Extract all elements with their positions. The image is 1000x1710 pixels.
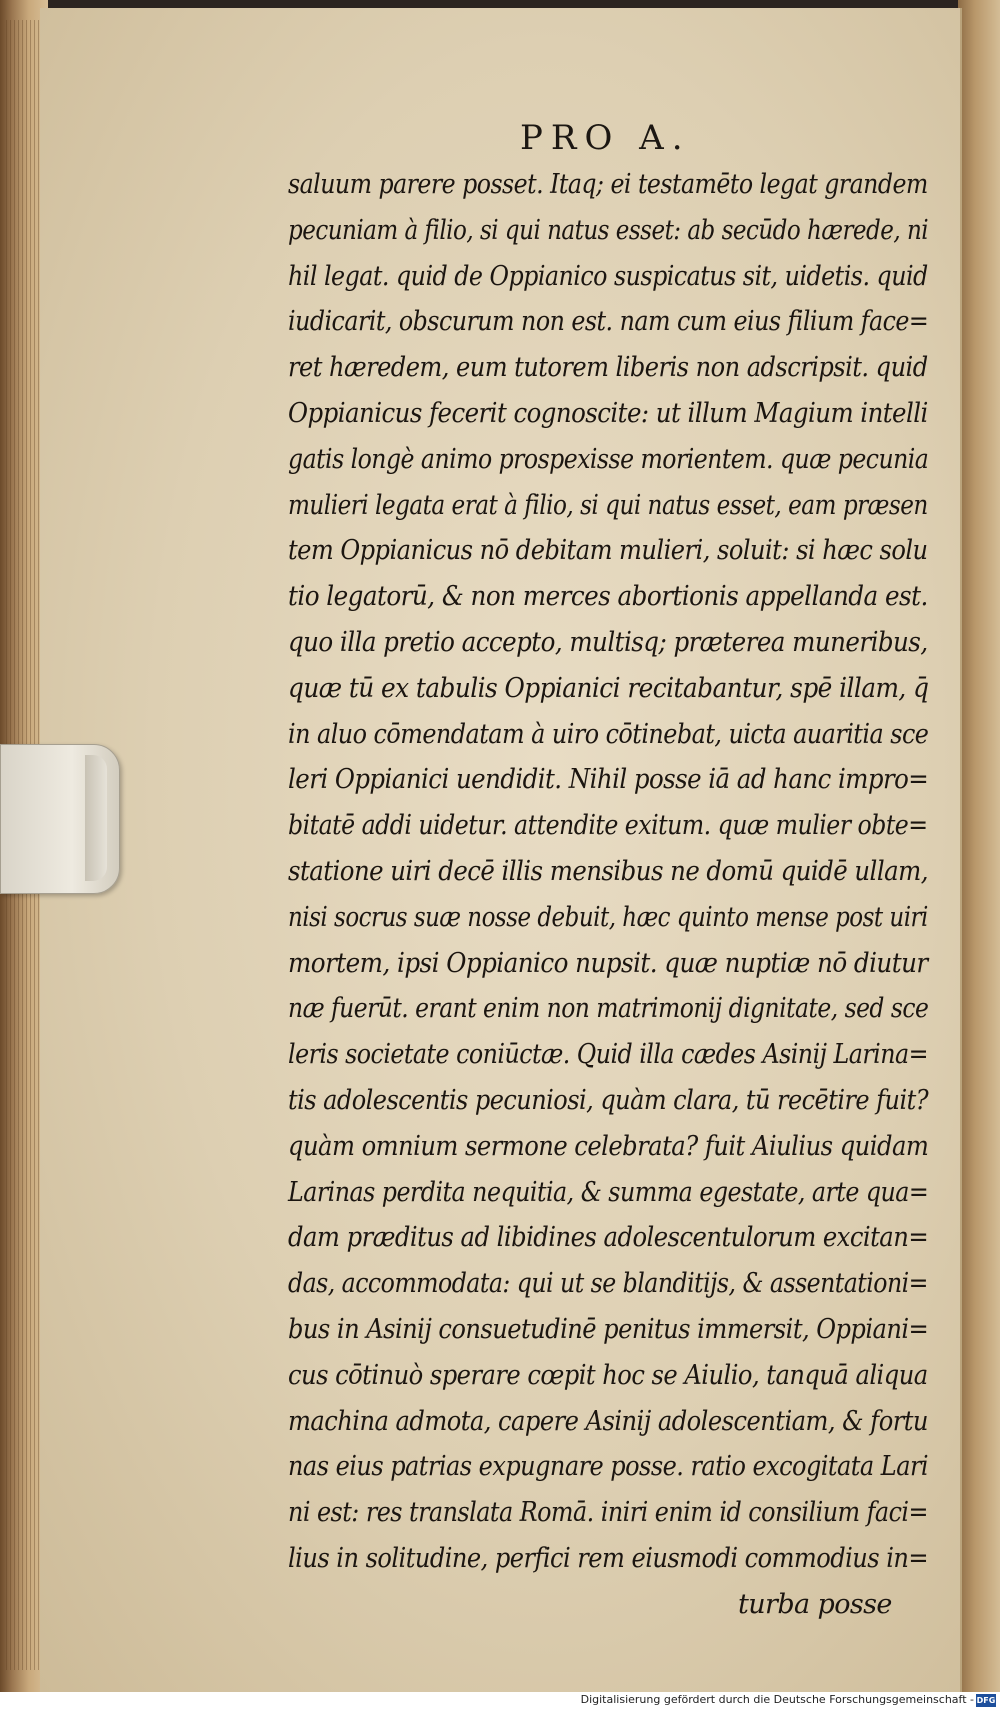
text-line: Oppianicus fecerit cognoscite: ut illum Magium intelli [288,397,928,429]
text-line: quo illa pretio accepto, multisq; præterea muneribus, [288,626,928,658]
text-line: iudicarit, obscurum non est. nam cum eius filium face= [288,306,929,338]
text-line: mulieri legata erat à filio, si qui natus esset, eam præsen [288,489,928,521]
body-text [288,162,928,1628]
running-title: PRO A. [520,118,691,158]
text-line: machina admota, capere Asinij adolescentiam, & fortu [288,1405,928,1437]
text-line: tio legatorū, & non merces abortionis appellanda est. [288,581,928,613]
funding-credit: Digitalisierung gefördert durch die Deutsche Forschungsgemeinschaft - [580,1693,974,1706]
text-line: tem Oppianicus nō debitam mulieri, soluit: si hæc solu [288,535,928,567]
text-line: leri Oppianici uendidit. Nihil posse iā ad hanc impro= [288,764,929,796]
text-line: cus cōtinuò sperare cœpit hoc se Aiulio, tanquā aliqua [288,1359,928,1391]
text-line: dam præditus ad libidines adolescentulorum excitan= [288,1222,929,1254]
text-line: statione uiri decē illis mensibus ne domū quidē ullam, [288,855,928,887]
text-line: saluum parere posset. Itaq; ei testamēto legat grandem [288,169,928,200]
text-line: leris societate coniūctæ. Quid illa cædes Asinij Larina= [288,1039,928,1071]
text-line: tis adolescentis pecuniosi, quàm clara, tū recētire fuit? [288,1084,929,1116]
page-tab-marker [0,744,120,894]
text-line: nas eius patrias expugnare posse. ratio excogitata Lari [288,1451,929,1483]
dfg-logo-icon: DFG [976,1696,996,1705]
text-line: quàm omnium sermone celebrata? fuit Aiulius quidam [288,1130,929,1162]
text-line: das, accommodata: qui ut se blanditijs, & assentationi= [288,1268,928,1300]
text-line: lius in solitudine, perfici rem eiusmodi commodius in= [288,1542,929,1574]
footer-bar [0,1692,1000,1710]
text-line: hil legat. quid de Oppianico suspicatus sit, uidetis. quid [288,260,928,292]
catchword: turba posse [738,1588,892,1620]
text-line: bus in Asinij consuetudinē penitus immersit, Oppiani= [288,1313,929,1345]
tab-fold [85,755,107,881]
text-line: quæ tū ex tabulis Oppianici recitabantur, spē illam, q̄ [288,672,929,704]
text-line: Larinas perdita nequitia, & summa egestate, arte qua= [288,1176,929,1208]
text-line: nisi socrus suæ nosse debuit, hæc quinto mense post uiri [288,901,928,933]
text-line: ret hæredem, eum tutorem liberis non adscripsit. quid [288,352,928,384]
text-line: gatis longè animo prospexisse morientem. quæ pecunia [288,443,929,475]
text-line: mortem, ipsi Oppianico nupsit. quæ nuptiæ nō diutur [288,947,928,979]
text-line: næ fuerūt. erant enim non matrimonij dignitate, sed sce [288,993,929,1025]
text-line: in aluo cōmendatam à uiro cōtinebat, uicta auaritia sce [288,718,929,750]
text-line: bitatē addi uidetur. attendite exitum. quæ mulier obte= [288,810,928,842]
text-line: ni est: res translata Romā. iniri enim id consilium faci= [288,1497,928,1529]
text-line: pecuniam à filio, si qui natus esset: ab secūdo hærede, ni [288,214,929,246]
binding-edge [958,0,1000,1692]
